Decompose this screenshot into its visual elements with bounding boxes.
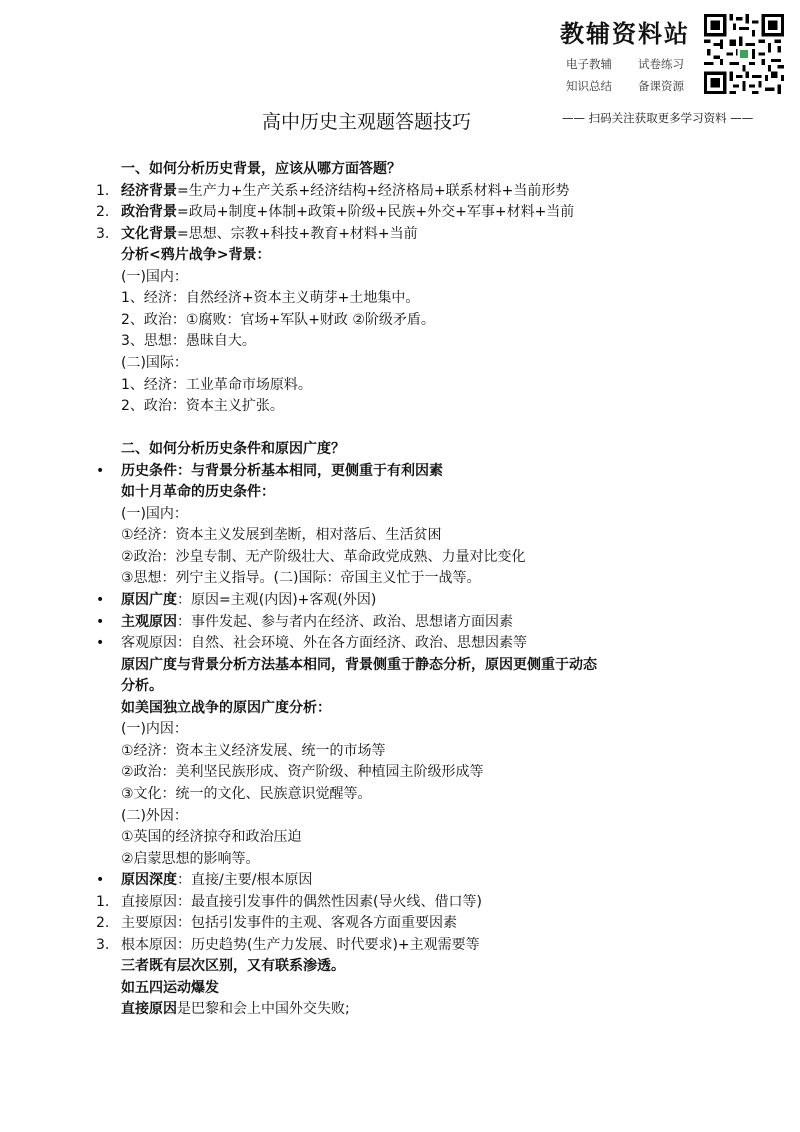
text-line bbox=[121, 245, 270, 265]
text-line bbox=[121, 310, 435, 330]
bold-text: 原因广度与背景分析方法基本相同，背景侧重于静态分析，原因更侧重于动态 bbox=[121, 656, 597, 673]
text-line bbox=[121, 181, 569, 201]
text-line bbox=[121, 827, 302, 847]
text-line bbox=[121, 806, 188, 826]
text-line bbox=[121, 762, 484, 782]
body-text: (一)国内： bbox=[121, 268, 188, 285]
text-line bbox=[121, 590, 376, 610]
resource-links bbox=[566, 56, 710, 94]
list-number: 2. bbox=[96, 915, 110, 932]
list-number: 1. bbox=[96, 182, 110, 199]
bullet-marker: • bbox=[96, 635, 105, 652]
body-text: 2、政治：资本主义扩张。 bbox=[121, 398, 284, 415]
brand-name: 教辅资料站 bbox=[560, 20, 690, 48]
text-line bbox=[121, 396, 284, 416]
text-line bbox=[121, 568, 480, 588]
bold-text: 如五四运动爆发 bbox=[121, 979, 219, 996]
text-line bbox=[121, 525, 442, 545]
body-text: 客观原因：自然、社会环境、外在各方面经济、政治、思想因素等 bbox=[121, 635, 527, 652]
text-line bbox=[121, 999, 350, 1019]
bold-text: 三者既有层次区别，又有联系渗透。 bbox=[121, 958, 345, 975]
bold-text: 原因广度 bbox=[121, 592, 177, 608]
body-text: =生产力+生产关系+经济结构+经济格局+联系材料+当前形势 bbox=[177, 182, 570, 199]
text-line bbox=[121, 482, 275, 502]
text-line bbox=[121, 892, 482, 912]
text-line bbox=[121, 784, 372, 804]
body-text: 1、经济：工业革命市场原料。 bbox=[121, 376, 312, 393]
body-text: ②政治：美利坚民族形成、资产阶级、种植园主阶级形成等 bbox=[121, 764, 484, 781]
text-line bbox=[121, 504, 188, 524]
list-number: 2. bbox=[96, 204, 110, 221]
bold-text: 分析。 bbox=[121, 678, 163, 695]
body-text: =思想、宗教+科技+教育+材料+当前 bbox=[177, 225, 418, 242]
body-text: ①经济：资本主义发展到垄断，相对落后、生活贫困 bbox=[121, 527, 442, 544]
bold-text: 如十月革命的历史条件： bbox=[121, 484, 275, 501]
bullet-marker: • bbox=[96, 592, 105, 608]
text-line bbox=[121, 439, 345, 459]
bold-text: 直接原因 bbox=[121, 1001, 177, 1018]
text-line bbox=[121, 612, 513, 632]
body-text: ③文化：统一的文化、民族意识觉醒等。 bbox=[121, 785, 372, 802]
list-number: 3. bbox=[96, 225, 110, 242]
text-line bbox=[121, 978, 219, 998]
text-line bbox=[121, 547, 526, 567]
body-text: ②启蒙思想的影响等。 bbox=[121, 850, 260, 867]
text-line bbox=[121, 633, 527, 653]
page-title: 高中历史主观题答题技巧 bbox=[262, 111, 472, 133]
body-text: 主要原因：包括引发事件的主观、客观各方面重要因素 bbox=[121, 915, 457, 932]
text-line bbox=[121, 202, 574, 222]
link-knowledge[interactable]: 知识总结 bbox=[566, 79, 612, 93]
body-text: ②政治：沙皇专制、无产阶级壮大、革命政党成熟、力量对比变化 bbox=[121, 548, 526, 565]
bullet-marker: • bbox=[96, 462, 105, 479]
bold-text: 主观原因 bbox=[121, 613, 177, 630]
text-line bbox=[121, 267, 188, 287]
body-text: 直接原因：最直接引发事件的偶然性因素(导火线、借口等) bbox=[121, 893, 482, 910]
bold-text: 如美国独立战争的原因广度分析： bbox=[121, 699, 331, 716]
body-text: 根本原因：历史趋势(生产力发展、时代要求)+主观需要等 bbox=[121, 936, 480, 953]
list-number: 1. bbox=[96, 893, 110, 910]
text-line bbox=[121, 353, 188, 373]
bullet-marker: • bbox=[96, 613, 105, 630]
text-line bbox=[121, 288, 419, 308]
text-line bbox=[121, 849, 260, 869]
text-line bbox=[121, 331, 256, 351]
qr-tagline: —— 扫码关注获取更多学习资料 —— bbox=[562, 111, 754, 125]
bold-text: 原因深度 bbox=[121, 872, 177, 889]
body-text: ③思想：列宁主义指导。(二)国际：帝国主义忙于一战等。 bbox=[121, 570, 481, 587]
bullet-marker: • bbox=[96, 872, 105, 889]
body-text: =政局+制度+体制+政策+阶级+民族+外交+军事+材料+当前 bbox=[177, 204, 575, 221]
text-line bbox=[121, 655, 597, 675]
body-text: ：事件发起、参与者内在经济、政治、思想诸方面因素 bbox=[177, 613, 513, 630]
text-line bbox=[121, 375, 312, 395]
body-text: (二)外因： bbox=[121, 807, 188, 824]
bold-text: 一、如何分析历史背景，应该从哪方面答题？ bbox=[121, 161, 401, 177]
link-exams[interactable]: 试卷练习 bbox=[638, 57, 684, 71]
body-text: ①英国的经济掠夺和政治压迫 bbox=[121, 829, 302, 846]
body-text: ：原因=主观(内因)+客观(外因) bbox=[177, 592, 377, 608]
bold-text: 二、如何分析历史条件和原因广度？ bbox=[121, 441, 345, 458]
text-line bbox=[121, 719, 188, 739]
bold-text: 经济背景 bbox=[121, 182, 177, 199]
bold-text: 历史条件：与背景分析基本相同，更侧重于有利因素 bbox=[121, 462, 443, 479]
list-number: 3. bbox=[96, 936, 110, 953]
link-ebooks[interactable]: 电子教辅 bbox=[566, 57, 612, 71]
body-text: ：直接/主要/根本原因 bbox=[177, 872, 313, 889]
text-line bbox=[121, 935, 480, 955]
text-line bbox=[121, 676, 163, 696]
text-line bbox=[121, 159, 401, 179]
bold-text: 分析<鸦片战争>背景： bbox=[121, 247, 271, 264]
link-lesson-resources[interactable]: 备课资源 bbox=[638, 79, 684, 93]
bold-text: 文化背景 bbox=[121, 225, 177, 242]
page-header bbox=[0, 0, 800, 150]
body-text: (一)内因： bbox=[121, 721, 188, 738]
text-line bbox=[121, 224, 418, 244]
text-line bbox=[121, 956, 345, 976]
body-text: (一)国内： bbox=[121, 505, 188, 522]
body-text: 3、思想：愚昧自大。 bbox=[121, 333, 256, 350]
body-text: 2、政治：①腐败：官场+军队+财政 ②阶级矛盾。 bbox=[121, 311, 435, 328]
text-line bbox=[121, 461, 443, 481]
text-line bbox=[121, 698, 331, 718]
body-text: 是巴黎和会上中国外交失败; bbox=[177, 1001, 350, 1018]
bold-text: 政治背景 bbox=[121, 204, 177, 221]
body-text: (二)国际： bbox=[121, 354, 188, 371]
text-line bbox=[121, 913, 457, 933]
body-text: 1、经济：自然经济+资本主义萌芽+土地集中。 bbox=[121, 290, 420, 307]
qr-code-icon[interactable] bbox=[704, 14, 784, 94]
text-line bbox=[121, 741, 386, 761]
body-text: ①经济：资本主义经济发展、统一的市场等 bbox=[121, 742, 386, 759]
text-line bbox=[121, 870, 312, 890]
